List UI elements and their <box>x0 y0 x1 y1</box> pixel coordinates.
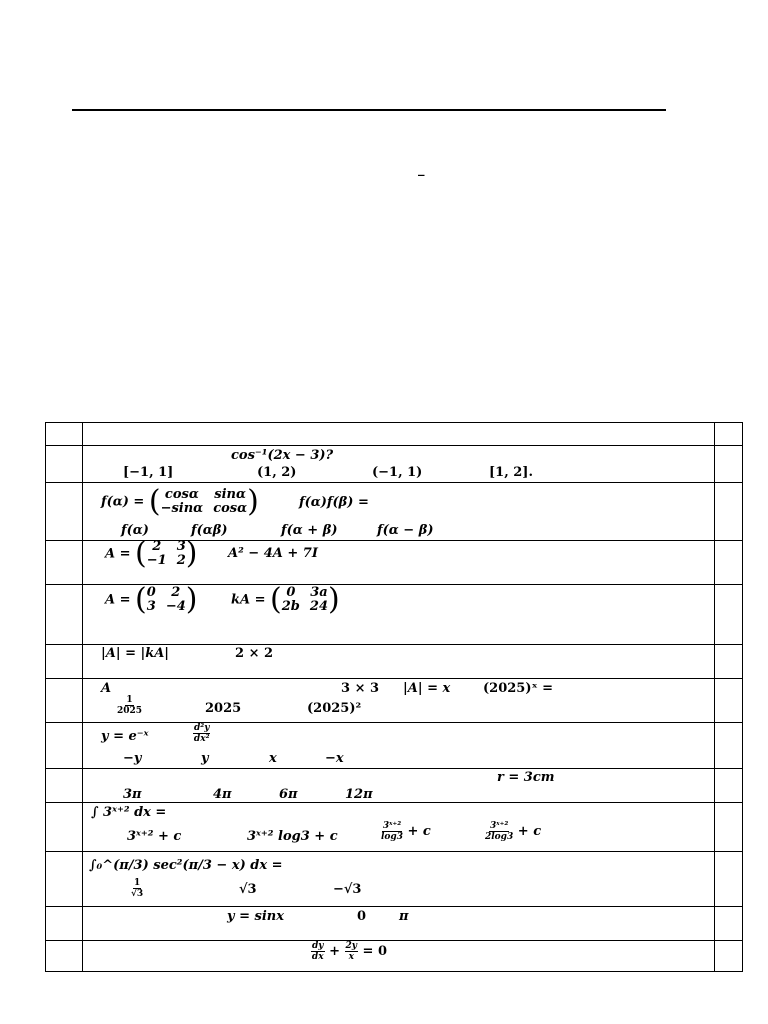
differential-equation: $\frac{dy}{dx}$ + $\frac{2y}{x}$ = 0 <box>311 941 387 962</box>
option: $\frac{\text{3ˣ⁺²}}{2\log 3}$ + c <box>485 821 542 842</box>
bound: 0 <box>357 909 367 924</box>
table-header-row <box>46 423 743 446</box>
question-expression: r = 3cm <box>497 770 555 785</box>
option: [−1, 1] <box>123 465 174 480</box>
header-dash: _ <box>418 162 425 177</box>
option: −y <box>123 751 142 766</box>
question-expression: |A| = x <box>403 681 451 696</box>
table-row <box>46 852 743 907</box>
table-row <box>46 585 743 645</box>
option: √3 <box>239 882 257 897</box>
question-table <box>45 422 743 972</box>
matrix-order: 2 × 2 <box>235 646 274 661</box>
option: x <box>269 751 277 766</box>
matrix-order: 3 × 3 <box>341 681 380 696</box>
matrix-cell: 2 <box>176 553 186 568</box>
question-expression: |A| = |kA| <box>101 646 170 661</box>
option: $\frac{1}{2025}$ <box>117 695 143 716</box>
option: (1, 2) <box>257 465 297 480</box>
matrix-cell: sinα <box>214 487 246 502</box>
question-expression: A² − 4A + 7I <box>228 546 318 561</box>
matrix: ( 0 2 3 −4 ) <box>135 582 198 617</box>
question-expression: ∫₀^(π/3) sec²(π/3 − x) dx = <box>89 858 283 873</box>
matrix-symbol: A <box>101 681 112 696</box>
matrix-cell: cosα <box>213 501 248 516</box>
option: 3ˣ⁺² log3 + c <box>247 829 338 844</box>
question-expression: f(α)f(β) = <box>299 495 369 510</box>
option: −√3 <box>333 882 362 897</box>
option: 6π <box>279 787 298 802</box>
table-row <box>46 769 743 803</box>
matrix-cell: 3 <box>146 599 156 614</box>
matrix-expression: A = ( 2 3 −1 2 ) <box>105 536 198 571</box>
matrix: ( 2 3 −1 2 ) <box>135 536 198 571</box>
matrix-cell: cosα <box>164 487 199 502</box>
matrix-cell: −4 <box>165 599 186 614</box>
matrix-cell: 2b <box>281 599 300 614</box>
table-row <box>46 907 743 941</box>
option: 2025 <box>205 701 242 716</box>
question-expression: (2025)ˣ = <box>483 681 554 696</box>
option: (−1, 1) <box>372 465 423 480</box>
bound: π <box>399 909 409 924</box>
question-expression: y = sinx <box>227 909 284 924</box>
table-row <box>46 803 743 852</box>
table-row <box>46 941 743 972</box>
option: f(α + β) <box>281 523 338 538</box>
question-expression: ∫ 3ˣ⁺² dx = <box>91 805 167 820</box>
matrix-cell: 3a <box>310 585 328 600</box>
matrix-cell: 24 <box>309 599 328 614</box>
table-row <box>46 645 743 679</box>
option: 12π <box>345 787 373 802</box>
option: [1, 2]. <box>489 465 533 480</box>
option: 4π <box>213 787 232 802</box>
matrix-cell: 0 <box>286 585 296 600</box>
table-row <box>46 679 743 723</box>
matrix-cell: 3 <box>176 539 186 554</box>
matrix-cell: 2 <box>152 539 162 554</box>
header-rule <box>72 109 666 111</box>
option: 3π <box>123 787 142 802</box>
matrix-cell: 2 <box>171 585 181 600</box>
col-mark-header <box>715 423 743 446</box>
col-number-header <box>46 423 83 446</box>
option: 3ˣ⁺² + c <box>127 829 182 844</box>
function-label: f(α) = <box>101 494 145 510</box>
option: f(α) <box>121 523 149 538</box>
matrix: ( 0 3a 2b 24 ) <box>270 582 340 617</box>
matrix: ( cosα sinα −sinα cosα ) <box>148 484 259 519</box>
option: $\frac{\text{3ˣ⁺²}}{\log 3}$ + c <box>381 821 431 842</box>
matrix-cell: −sinα <box>160 501 204 516</box>
table-row <box>46 541 743 585</box>
option: f(α − β) <box>377 523 434 538</box>
matrix-expression <box>101 484 259 519</box>
question-expression: y = e⁻ˣ <box>101 729 149 744</box>
option: $\frac{1}{√3}$ <box>131 878 144 899</box>
matrix-expression: kA = ( 0 3a 2b 24 ) <box>231 582 340 617</box>
table-row <box>46 483 743 541</box>
table-row <box>46 446 743 483</box>
matrix-cell: −1 <box>146 553 167 568</box>
matrix-cell: 0 <box>146 585 156 600</box>
option: (2025)² <box>307 701 362 716</box>
col-question-header <box>83 423 715 446</box>
option: y <box>201 751 209 766</box>
option: −x <box>325 751 344 766</box>
derivative: $\frac{\text{d²y}}{\text{dx²}}$ <box>193 723 210 744</box>
option: f(αβ) <box>191 523 228 538</box>
question-expression: cos⁻¹(2x − 3)? <box>231 448 334 463</box>
table-row <box>46 723 743 769</box>
matrix-expression: A = ( 0 2 3 −4 ) <box>105 582 198 617</box>
